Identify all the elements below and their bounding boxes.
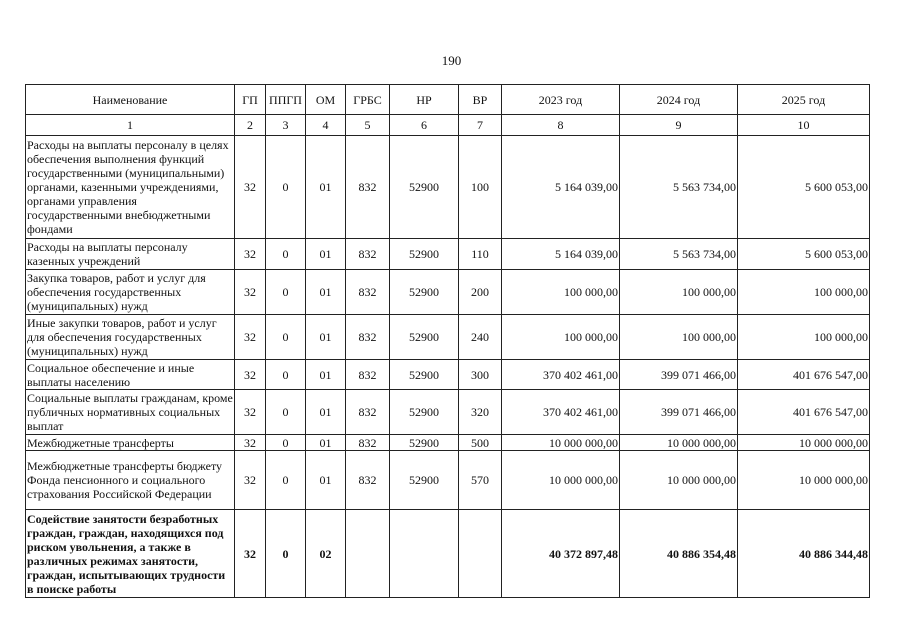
cell-ppgp: 0: [266, 360, 306, 390]
table-row: [26, 435, 870, 451]
cell-grbs: 832: [346, 435, 390, 451]
cell-2023: 10 000 000,00: [502, 435, 620, 451]
cell-vr: 200: [459, 270, 502, 315]
cell-vr: [459, 510, 502, 598]
header-row: [26, 85, 870, 115]
cell-2023: 10 000 000,00: [502, 451, 620, 510]
cell-2025: 10 000 000,00: [738, 451, 870, 510]
header-gp: ГП: [235, 85, 266, 115]
cell-vr: 300: [459, 360, 502, 390]
cell-2023: 100 000,00: [502, 315, 620, 360]
cell-nr: 52900: [390, 435, 459, 451]
row-name: Межбюджетные трансферты бюджету Фонда пенсионного и социального страхования Российской Федерации: [26, 451, 235, 510]
cell-nr: [390, 510, 459, 598]
header-2025: 2025 год: [738, 85, 870, 115]
cell-2023: 40 372 897,48: [502, 510, 620, 598]
column-index: 5: [346, 115, 390, 136]
column-index: 10: [738, 115, 870, 136]
cell-ppgp: 0: [266, 510, 306, 598]
cell-grbs: 832: [346, 451, 390, 510]
cell-ppgp: 0: [266, 270, 306, 315]
column-index: 9: [620, 115, 738, 136]
cell-nr: 52900: [390, 315, 459, 360]
cell-2025: 10 000 000,00: [738, 435, 870, 451]
cell-2024: 10 000 000,00: [620, 451, 738, 510]
cell-2025: 5 600 053,00: [738, 136, 870, 239]
row-name: Содействие занятости безработных граждан, граждан, находящихся под риском увольнения, а также в различных режимах занятости, граждан, испытывающих трудности в поиске работы: [26, 510, 235, 598]
cell-2023: 5 164 039,00: [502, 136, 620, 239]
table-row: [26, 510, 870, 598]
cell-grbs: 832: [346, 390, 390, 435]
cell-gp: 32: [235, 315, 266, 360]
cell-om: 01: [306, 136, 346, 239]
cell-gp: 32: [235, 510, 266, 598]
cell-vr: 500: [459, 435, 502, 451]
cell-nr: 52900: [390, 360, 459, 390]
cell-2025: 401 676 547,00: [738, 360, 870, 390]
cell-nr: 52900: [390, 270, 459, 315]
cell-2023: 370 402 461,00: [502, 390, 620, 435]
header-vr: ВР: [459, 85, 502, 115]
cell-gp: 32: [235, 270, 266, 315]
page-number: 190: [441, 53, 462, 68]
cell-nr: 52900: [390, 136, 459, 239]
cell-ppgp: 0: [266, 136, 306, 239]
row-name: Расходы на выплаты персоналу в целях обеспечения выполнения функций государственными (муниципальными) органами, казенными учреждениями, органами управления государственными внебюджетными фондами: [26, 136, 235, 239]
cell-ppgp: 0: [266, 390, 306, 435]
cell-gp: 32: [235, 136, 266, 239]
table-row: [26, 390, 870, 435]
cell-grbs: 832: [346, 239, 390, 270]
cell-2025: 5 600 053,00: [738, 239, 870, 270]
cell-2023: 370 402 461,00: [502, 360, 620, 390]
cell-grbs: [346, 510, 390, 598]
cell-om: 01: [306, 239, 346, 270]
header-name: Наименование: [26, 85, 235, 115]
cell-grbs: 832: [346, 136, 390, 239]
column-index-row: [26, 115, 870, 136]
column-index: 8: [502, 115, 620, 136]
cell-grbs: 832: [346, 270, 390, 315]
column-index: 4: [306, 115, 346, 136]
header-ppgp: ППГП: [266, 85, 306, 115]
cell-2025: 40 886 344,48: [738, 510, 870, 598]
cell-2024: 5 563 734,00: [620, 239, 738, 270]
table-row: [26, 451, 870, 510]
cell-om: 02: [306, 510, 346, 598]
cell-vr: 110: [459, 239, 502, 270]
cell-om: 01: [306, 390, 346, 435]
cell-grbs: 832: [346, 360, 390, 390]
cell-2024: 5 563 734,00: [620, 136, 738, 239]
header-om: ОМ: [306, 85, 346, 115]
table-row: [26, 136, 870, 239]
table-row: [26, 239, 870, 270]
column-index: 7: [459, 115, 502, 136]
cell-ppgp: 0: [266, 435, 306, 451]
row-name: Межбюджетные трансферты: [26, 435, 235, 451]
row-name: Социальные выплаты гражданам, кроме публичных нормативных социальных выплат: [27, 391, 233, 433]
table-row: [26, 270, 870, 315]
table-row: [26, 315, 870, 360]
row-name: Иные закупки товаров, работ и услуг для обеспечения государственных (муниципальных) нужд: [26, 315, 235, 360]
cell-ppgp: 0: [266, 315, 306, 360]
table-row: [26, 360, 870, 390]
cell-vr: 240: [459, 315, 502, 360]
row-name: Расходы на выплаты персоналу казенных учреждений: [26, 239, 235, 270]
cell-nr: 52900: [390, 451, 459, 510]
cell-vr: 570: [459, 451, 502, 510]
header-2023: 2023 год: [502, 85, 620, 115]
column-index: 3: [266, 115, 306, 136]
cell-2024: 399 071 466,00: [620, 390, 738, 435]
budget-table: [25, 84, 870, 598]
cell-ppgp: 0: [266, 239, 306, 270]
cell-2025: 401 676 547,00: [738, 390, 870, 435]
cell-nr: 52900: [390, 390, 459, 435]
cell-2024: 100 000,00: [620, 270, 738, 315]
cell-om: 01: [306, 360, 346, 390]
cell-gp: 32: [235, 435, 266, 451]
cell-2024: 100 000,00: [620, 315, 738, 360]
cell-ppgp: 0: [266, 451, 306, 510]
cell-gp: 32: [235, 390, 266, 435]
cell-vr: 100: [459, 136, 502, 239]
cell-om: 01: [306, 270, 346, 315]
cell-2024: 40 886 354,48: [620, 510, 738, 598]
cell-2023: 5 164 039,00: [502, 239, 620, 270]
cell-gp: 32: [235, 451, 266, 510]
header-2024: 2024 год: [620, 85, 738, 115]
cell-om: 01: [306, 315, 346, 360]
cell-om: 01: [306, 435, 346, 451]
header-nr: НР: [390, 85, 459, 115]
cell-2024: 399 071 466,00: [620, 360, 738, 390]
cell-gp: 32: [235, 239, 266, 270]
column-index: 6: [390, 115, 459, 136]
cell-2024: 10 000 000,00: [620, 435, 738, 451]
row-name: Социальное обеспечение и иные выплаты населению: [26, 360, 235, 390]
cell-vr: 320: [459, 390, 502, 435]
cell-om: 01: [306, 451, 346, 510]
row-name: Закупка товаров, работ и услуг для обеспечения государственных (муниципальных) нужд: [26, 270, 235, 315]
cell-nr: 52900: [390, 239, 459, 270]
column-index: 2: [235, 115, 266, 136]
column-index: 1: [26, 115, 235, 136]
cell-gp: 32: [235, 360, 266, 390]
header-grbs: ГРБС: [346, 85, 390, 115]
cell-grbs: 832: [346, 315, 390, 360]
cell-2025: 100 000,00: [738, 315, 870, 360]
cell-2025: 100 000,00: [738, 270, 870, 315]
cell-2023: 100 000,00: [502, 270, 620, 315]
